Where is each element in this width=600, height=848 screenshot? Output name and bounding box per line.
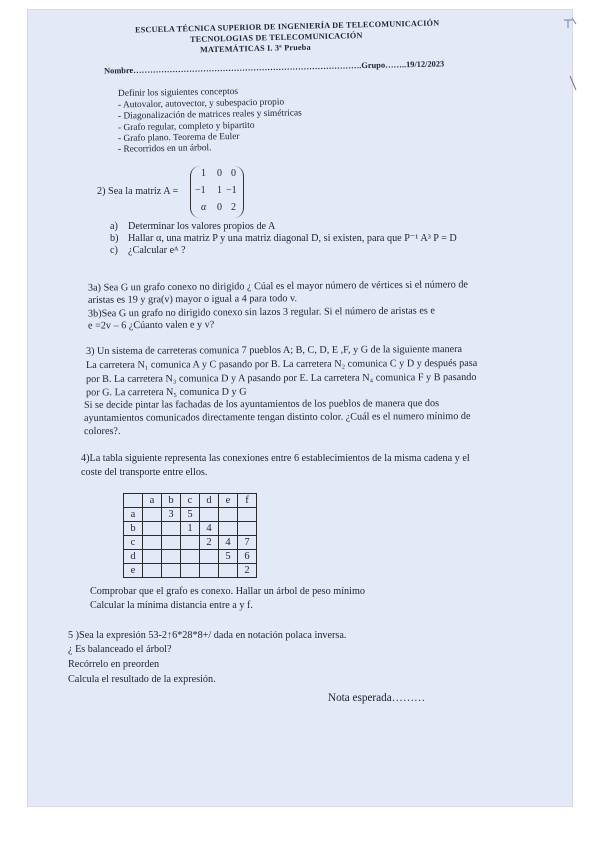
table-cell bbox=[162, 564, 181, 578]
q5-after-line: Calcular la mínima distancia entre a y f. bbox=[90, 600, 253, 611]
matrix-a bbox=[190, 166, 244, 218]
q2-part-text: Determinar los valores propios de A bbox=[128, 221, 276, 232]
table-cell bbox=[219, 508, 238, 522]
q6-line: ¿ Es balanceado el árbol? bbox=[68, 644, 172, 655]
q3-line: 3b)Sea G un grafo no dirigido conexo sin lazos 3 regular. Si el número de aristas es e bbox=[87, 305, 435, 320]
q6-line: Calcula el resultado de la expresión. bbox=[68, 674, 216, 685]
matrix-cell: α bbox=[201, 202, 207, 213]
q1-item: - Autovalor, autovector, y subespacio propio bbox=[117, 97, 285, 111]
table-cell: f bbox=[238, 494, 257, 508]
table-cell: a bbox=[143, 494, 162, 508]
table-cell bbox=[200, 508, 219, 522]
matrix-cell: −1 bbox=[195, 185, 206, 196]
table-cell bbox=[143, 536, 162, 550]
table-cell bbox=[238, 508, 257, 522]
q5-line: 4)La tabla siguiente representa las conexiones entre 6 establecimientos de la misma cadena y el bbox=[81, 453, 470, 464]
q2-part-label: c) bbox=[110, 245, 118, 256]
q1-item: - Grafo plano. Teorema de Euler bbox=[117, 131, 240, 145]
q2-part-text: Hallar α, una matriz P y una matriz diagonal D, si existen, para que P⁻¹ A³ P = D bbox=[128, 233, 457, 244]
table-cell: d bbox=[200, 494, 219, 508]
q4-line: colores?. bbox=[83, 425, 121, 438]
exam-title: MATEMÁTICAS I. 3ª Prueba bbox=[199, 42, 311, 55]
q4-line: Si se decide pintar las fachadas de los ayuntamientos de los pueblos de manera que dos bbox=[83, 398, 440, 411]
table-cell bbox=[200, 550, 219, 564]
matrix-cell: 2 bbox=[231, 202, 236, 213]
q4-line: por G. La carretera N₅ comunica D y G bbox=[85, 386, 247, 399]
table-row bbox=[124, 564, 257, 578]
table-cell bbox=[219, 564, 238, 578]
expected-grade: Nota esperada……… bbox=[328, 692, 426, 704]
table-cell: e bbox=[219, 494, 238, 508]
q1-intro: Definir los siguientes conceptos bbox=[117, 86, 239, 100]
q4-line: ayuntamientos comunicados directamente tengan distinto color. ¿Cuál es el numero mínimo de bbox=[83, 410, 471, 425]
table-cell: 5 bbox=[181, 508, 200, 522]
table-header-row bbox=[124, 494, 257, 508]
matrix-cell: −1 bbox=[226, 185, 237, 196]
table-cell: 7 bbox=[238, 536, 257, 550]
matrix-cell: 1 bbox=[217, 185, 222, 196]
q2-intro: 2) Sea la matriz A = bbox=[97, 186, 179, 197]
table-cell: e bbox=[124, 564, 143, 578]
table-cell: 3 bbox=[162, 508, 181, 522]
table-cell bbox=[143, 522, 162, 536]
table-cell bbox=[181, 564, 200, 578]
q6-line: Recórrelo en preorden bbox=[68, 659, 160, 670]
q1-item: - Diagonalización de matrices reales y simétricas bbox=[117, 108, 302, 122]
table-cell bbox=[124, 494, 143, 508]
table-row bbox=[124, 536, 257, 550]
table-cell: 4 bbox=[219, 536, 238, 550]
table-cell bbox=[143, 508, 162, 522]
table-row bbox=[124, 550, 257, 564]
matrix-cell: 0 bbox=[217, 202, 222, 213]
q5-after-line: Comprobar que el grafo es conexo. Hallar un árbol de peso mínimo bbox=[90, 586, 365, 597]
matrix-cell: 0 bbox=[217, 168, 222, 179]
q2-part-label: a) bbox=[110, 221, 118, 232]
matrix-cell: 1 bbox=[201, 168, 206, 179]
table-cell: c bbox=[124, 536, 143, 550]
margin-scribble-icon bbox=[560, 14, 580, 94]
table-cell: 6 bbox=[238, 550, 257, 564]
table-cell bbox=[162, 550, 181, 564]
q4-line: 3) Un sistema de carreteras comunica 7 pueblos A; B, C, D, E ,F, y G de la siguiente manera bbox=[85, 344, 463, 357]
q3-line: aristas es 19 y gra(v) mayor o igual a 4 para todo v. bbox=[87, 293, 298, 306]
table-cell bbox=[162, 536, 181, 550]
table-row bbox=[124, 522, 257, 536]
q4-line: La carretera N₁ comunica A y C pasando por B. La carretera N₂ comunica C y D y después pasa bbox=[85, 357, 478, 372]
table-cell bbox=[200, 564, 219, 578]
q5-line: coste del transporte entre ellos. bbox=[81, 467, 208, 478]
cost-table bbox=[123, 493, 257, 578]
q6-line: 5 )Sea la expresión 53-2↑6*28*8+/ dada en notación polaca inversa. bbox=[68, 630, 347, 641]
program-name: TECNOLOGIAS DE TELECOMUNICACIÓN bbox=[189, 31, 363, 44]
table-cell: c bbox=[181, 494, 200, 508]
q3-line: 3a) Sea G un grafo conexo no dirigido ¿ Cúal es el mayor número de vértices si el número de bbox=[87, 279, 468, 294]
table-cell bbox=[238, 522, 257, 536]
q2-part-label: b) bbox=[110, 233, 119, 244]
table-cell: 2 bbox=[238, 564, 257, 578]
table-cell: a bbox=[124, 508, 143, 522]
table-cell: 4 bbox=[200, 522, 219, 536]
table-cell: d bbox=[124, 550, 143, 564]
table-row bbox=[124, 508, 257, 522]
table-cell: b bbox=[124, 522, 143, 536]
table-cell bbox=[181, 550, 200, 564]
table-cell bbox=[219, 522, 238, 536]
q1-item: - Recorridos en un árbol. bbox=[117, 143, 212, 155]
table-cell: 1 bbox=[181, 522, 200, 536]
q4-line: por B. La carretera N₃ comunica D y A pasando por E. La carretera N₄ comunica F y B pasando bbox=[85, 371, 477, 386]
q1-item: - Grafo regular, completo y bipartito bbox=[117, 120, 255, 134]
table-cell bbox=[143, 550, 162, 564]
table-cell bbox=[143, 564, 162, 578]
table-cell: 2 bbox=[200, 536, 219, 550]
table-cell bbox=[162, 522, 181, 536]
table-cell: 5 bbox=[219, 550, 238, 564]
matrix-cell: 0 bbox=[231, 168, 236, 179]
q3-line: e =2v – 6 ¿Cúanto valen e y v? bbox=[87, 319, 215, 332]
name-line: Nombre……………………………………………………………………….Grupo……..19/12/2023 bbox=[103, 59, 445, 76]
table-cell bbox=[181, 536, 200, 550]
school-name: ESCUELA TÉCNICA SUPERIOR DE INGENIERÍA DE TELECOMUNICACIÓN bbox=[134, 18, 440, 35]
q2-part-text: ¿Calcular eᴬ ? bbox=[128, 245, 186, 256]
table-cell: b bbox=[162, 494, 181, 508]
